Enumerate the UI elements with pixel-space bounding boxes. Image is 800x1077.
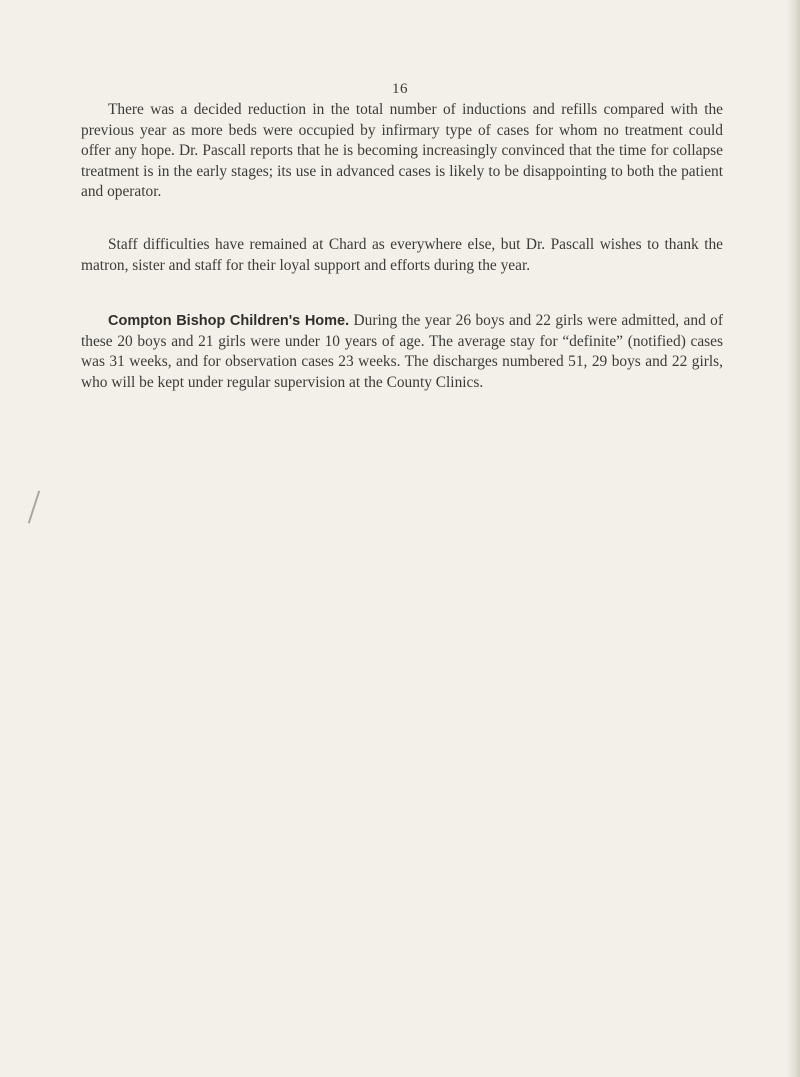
margin-pencil-mark <box>28 491 40 524</box>
paragraph-staff-difficulties: Staff difficulties have remained at Chard as everywhere else, but Dr. Pascall wishes to thank the matron, sister and staff for their loyal support and efforts during the year. <box>81 236 723 274</box>
section-heading-compton-bishop: Compton Bishop Children's Home. <box>108 313 350 329</box>
paragraph-inductions: There was a decided reduction in the total number of inductions and refills compared with the previous year as more beds were occupied by infirmary type of cases for whom no treatment could offer any hope. Dr. Pascall reports that he is becoming increasingly convinced that the time for collapse treatment is in the early stages; its use in advanced cases is likely to be disappointing to both the patient and operator. <box>81 101 723 200</box>
page-number: 16 <box>392 81 408 97</box>
page-edge-shadow <box>786 0 800 1077</box>
paragraph-compton-bishop <box>81 311 723 393</box>
paragraph-compton-bishop-body: During the year 26 boys and 22 girls were admitted, and of these 20 boys and 21 girls were under 10 years of age. The average stay for “definite” (notified) cases was 31 weeks, and for observation cases 23 weeks. The discharges numbered 51, 29 boys and 22 girls, who will be kept under regular supervision at the County Clinics. <box>81 312 723 391</box>
